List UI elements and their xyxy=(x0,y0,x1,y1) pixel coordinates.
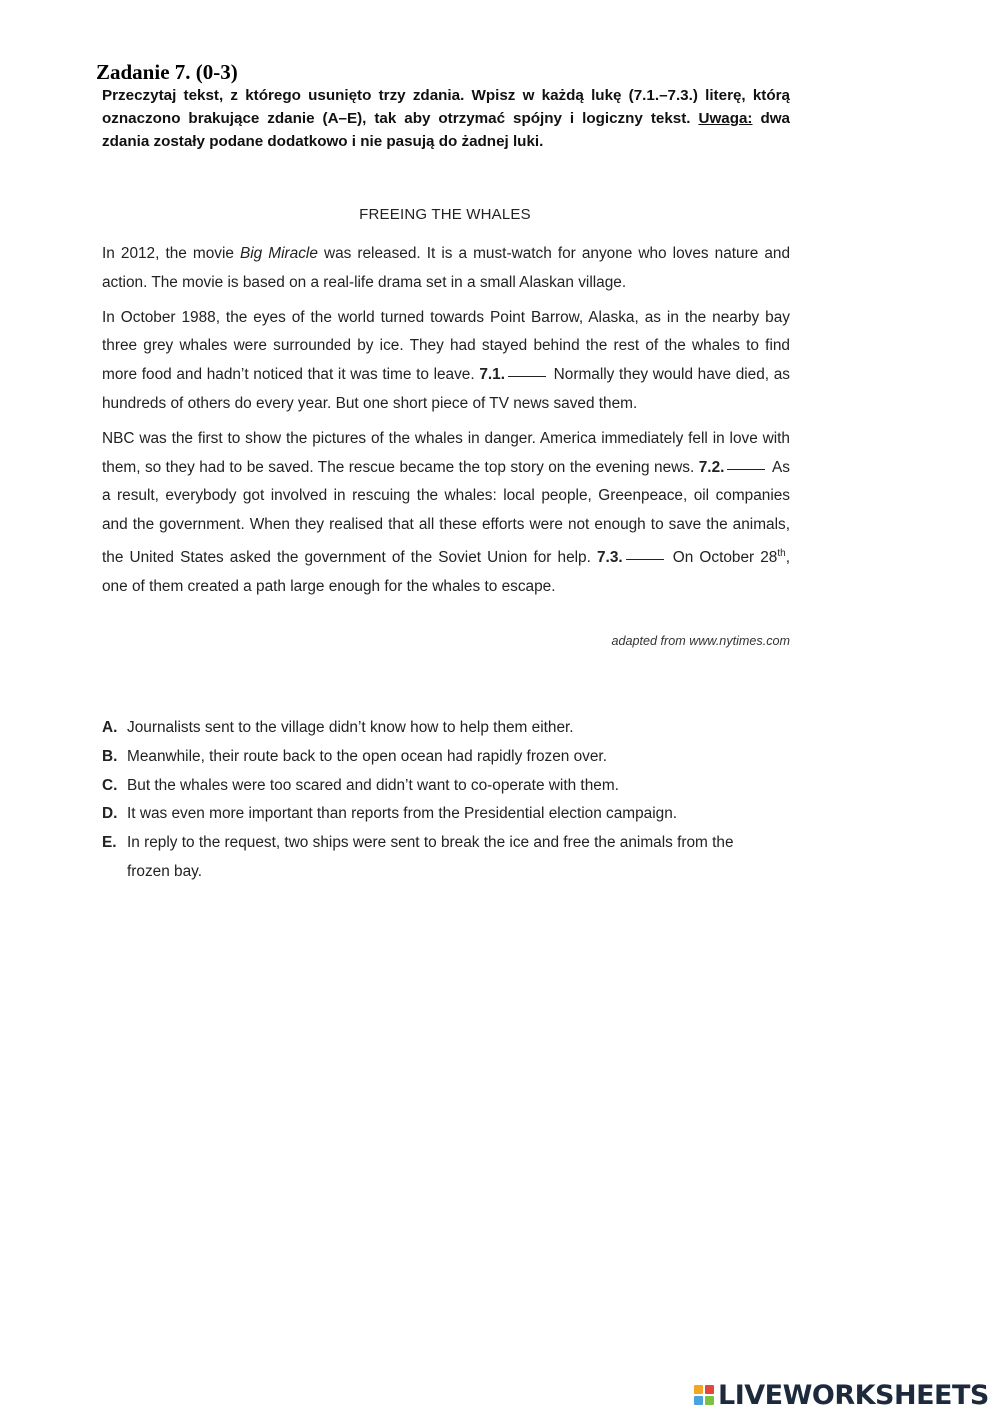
logo-square-2 xyxy=(705,1385,714,1394)
p3-superscript: th xyxy=(777,547,786,559)
liveworksheets-logo-icon xyxy=(694,1385,714,1405)
option-text: But the whales were too scared and didn’t want to co-operate with them. xyxy=(127,776,619,794)
option-letter: E. xyxy=(102,834,117,852)
logo-square-1 xyxy=(694,1385,703,1394)
article-title: FREEING THE WHALES xyxy=(359,206,531,223)
gap-label-7-2: 7.2. xyxy=(698,458,725,476)
task-instructions xyxy=(102,84,790,153)
option-text: Journalists sent to the village didn’t know how to help them either. xyxy=(127,719,574,736)
p2-text-before: In October 1988, the eyes of the world turned towards Point Barrow, Alaska, as in the nearby bay three grey whales were surrounded by ice. They had stayed behind the rest of the whales to find more food and hadn’t noticed that it was time to leave. xyxy=(102,308,790,384)
option-text: It was even more important than reports from the Presidential election campaign. xyxy=(127,805,678,823)
liveworksheets-logo[interactable] xyxy=(694,1378,989,1412)
option-c xyxy=(102,772,802,801)
option-b xyxy=(102,743,802,772)
gap-label-7-1: 7.1. xyxy=(479,366,505,384)
article-paragraph-2 xyxy=(102,304,790,419)
option-letter: B. xyxy=(102,747,118,765)
p3-text-after-a: On October 28 xyxy=(666,549,778,567)
option-a xyxy=(102,714,802,743)
option-text: Meanwhile, their route back to the open ocean had rapidly frozen over. xyxy=(127,747,607,765)
article-paragraph-1 xyxy=(102,240,790,298)
option-e xyxy=(102,829,802,887)
article-paragraph-3 xyxy=(102,425,790,602)
article-source: adapted from www.nytimes.com xyxy=(611,634,790,648)
gap-blank-7-1[interactable] xyxy=(508,375,546,377)
option-letter: A. xyxy=(102,719,118,736)
p2-text-after: Normally they would have died, as hundreds of others do every year. But one short piece of TV news saved them. xyxy=(102,366,790,412)
movie-title: Big Miracle xyxy=(240,245,318,262)
option-d xyxy=(102,800,802,829)
options-list xyxy=(102,714,802,887)
brand-name: LIVEWORKSHEETS xyxy=(718,1379,989,1411)
logo-square-4 xyxy=(705,1396,714,1405)
instruction-main: Przeczytaj tekst, z którego usunięto trzy zdania. Wpisz w każdą lukę (7.1.–7.3.) literę, którą oznaczono brakujące zdanie (A–E), tak aby otrzymać spójny i logiczny tekst. xyxy=(102,87,790,127)
p3-text-after-b: , one of them created a path large enough for the whales to escape. xyxy=(102,549,790,595)
gap-blank-7-2[interactable] xyxy=(727,468,765,470)
task-heading: Zadanie 7. (0-3) xyxy=(96,60,238,84)
p1-text-after: was released. It is a must-watch for anyone who loves nature and action. The movie is based on a real-life drama set in a small Alaskan village. xyxy=(102,245,791,291)
p3-text-before: NBC was the first to show the pictures of the whales in danger. America immediately fell in love with them, so they had to be saved. The rescue became the top story on the evening news. xyxy=(102,429,790,476)
p3-text-middle: As a result, everybody got involved in rescuing the whales: local people, Greenpeace, oil companies and the government. When they realised that all these efforts were not enough to save the animals, the United States asked the government of the Soviet Union for help. xyxy=(102,458,790,567)
gap-blank-7-3[interactable] xyxy=(626,558,664,560)
option-letter: C. xyxy=(102,776,118,794)
note-label: Uwaga: xyxy=(698,110,753,127)
option-text: In reply to the request, two ships were sent to break the ice and free the animals from the frozen bay. xyxy=(127,834,734,880)
logo-square-3 xyxy=(694,1396,703,1405)
gap-label-7-3: 7.3. xyxy=(597,549,623,567)
p1-text-before: In 2012, the movie xyxy=(102,245,240,262)
option-letter: D. xyxy=(102,805,118,823)
article-body xyxy=(102,240,790,608)
note-text: dwa zdania zostały podane dodatkowo i nie pasują do żadnej luki. xyxy=(102,110,790,150)
